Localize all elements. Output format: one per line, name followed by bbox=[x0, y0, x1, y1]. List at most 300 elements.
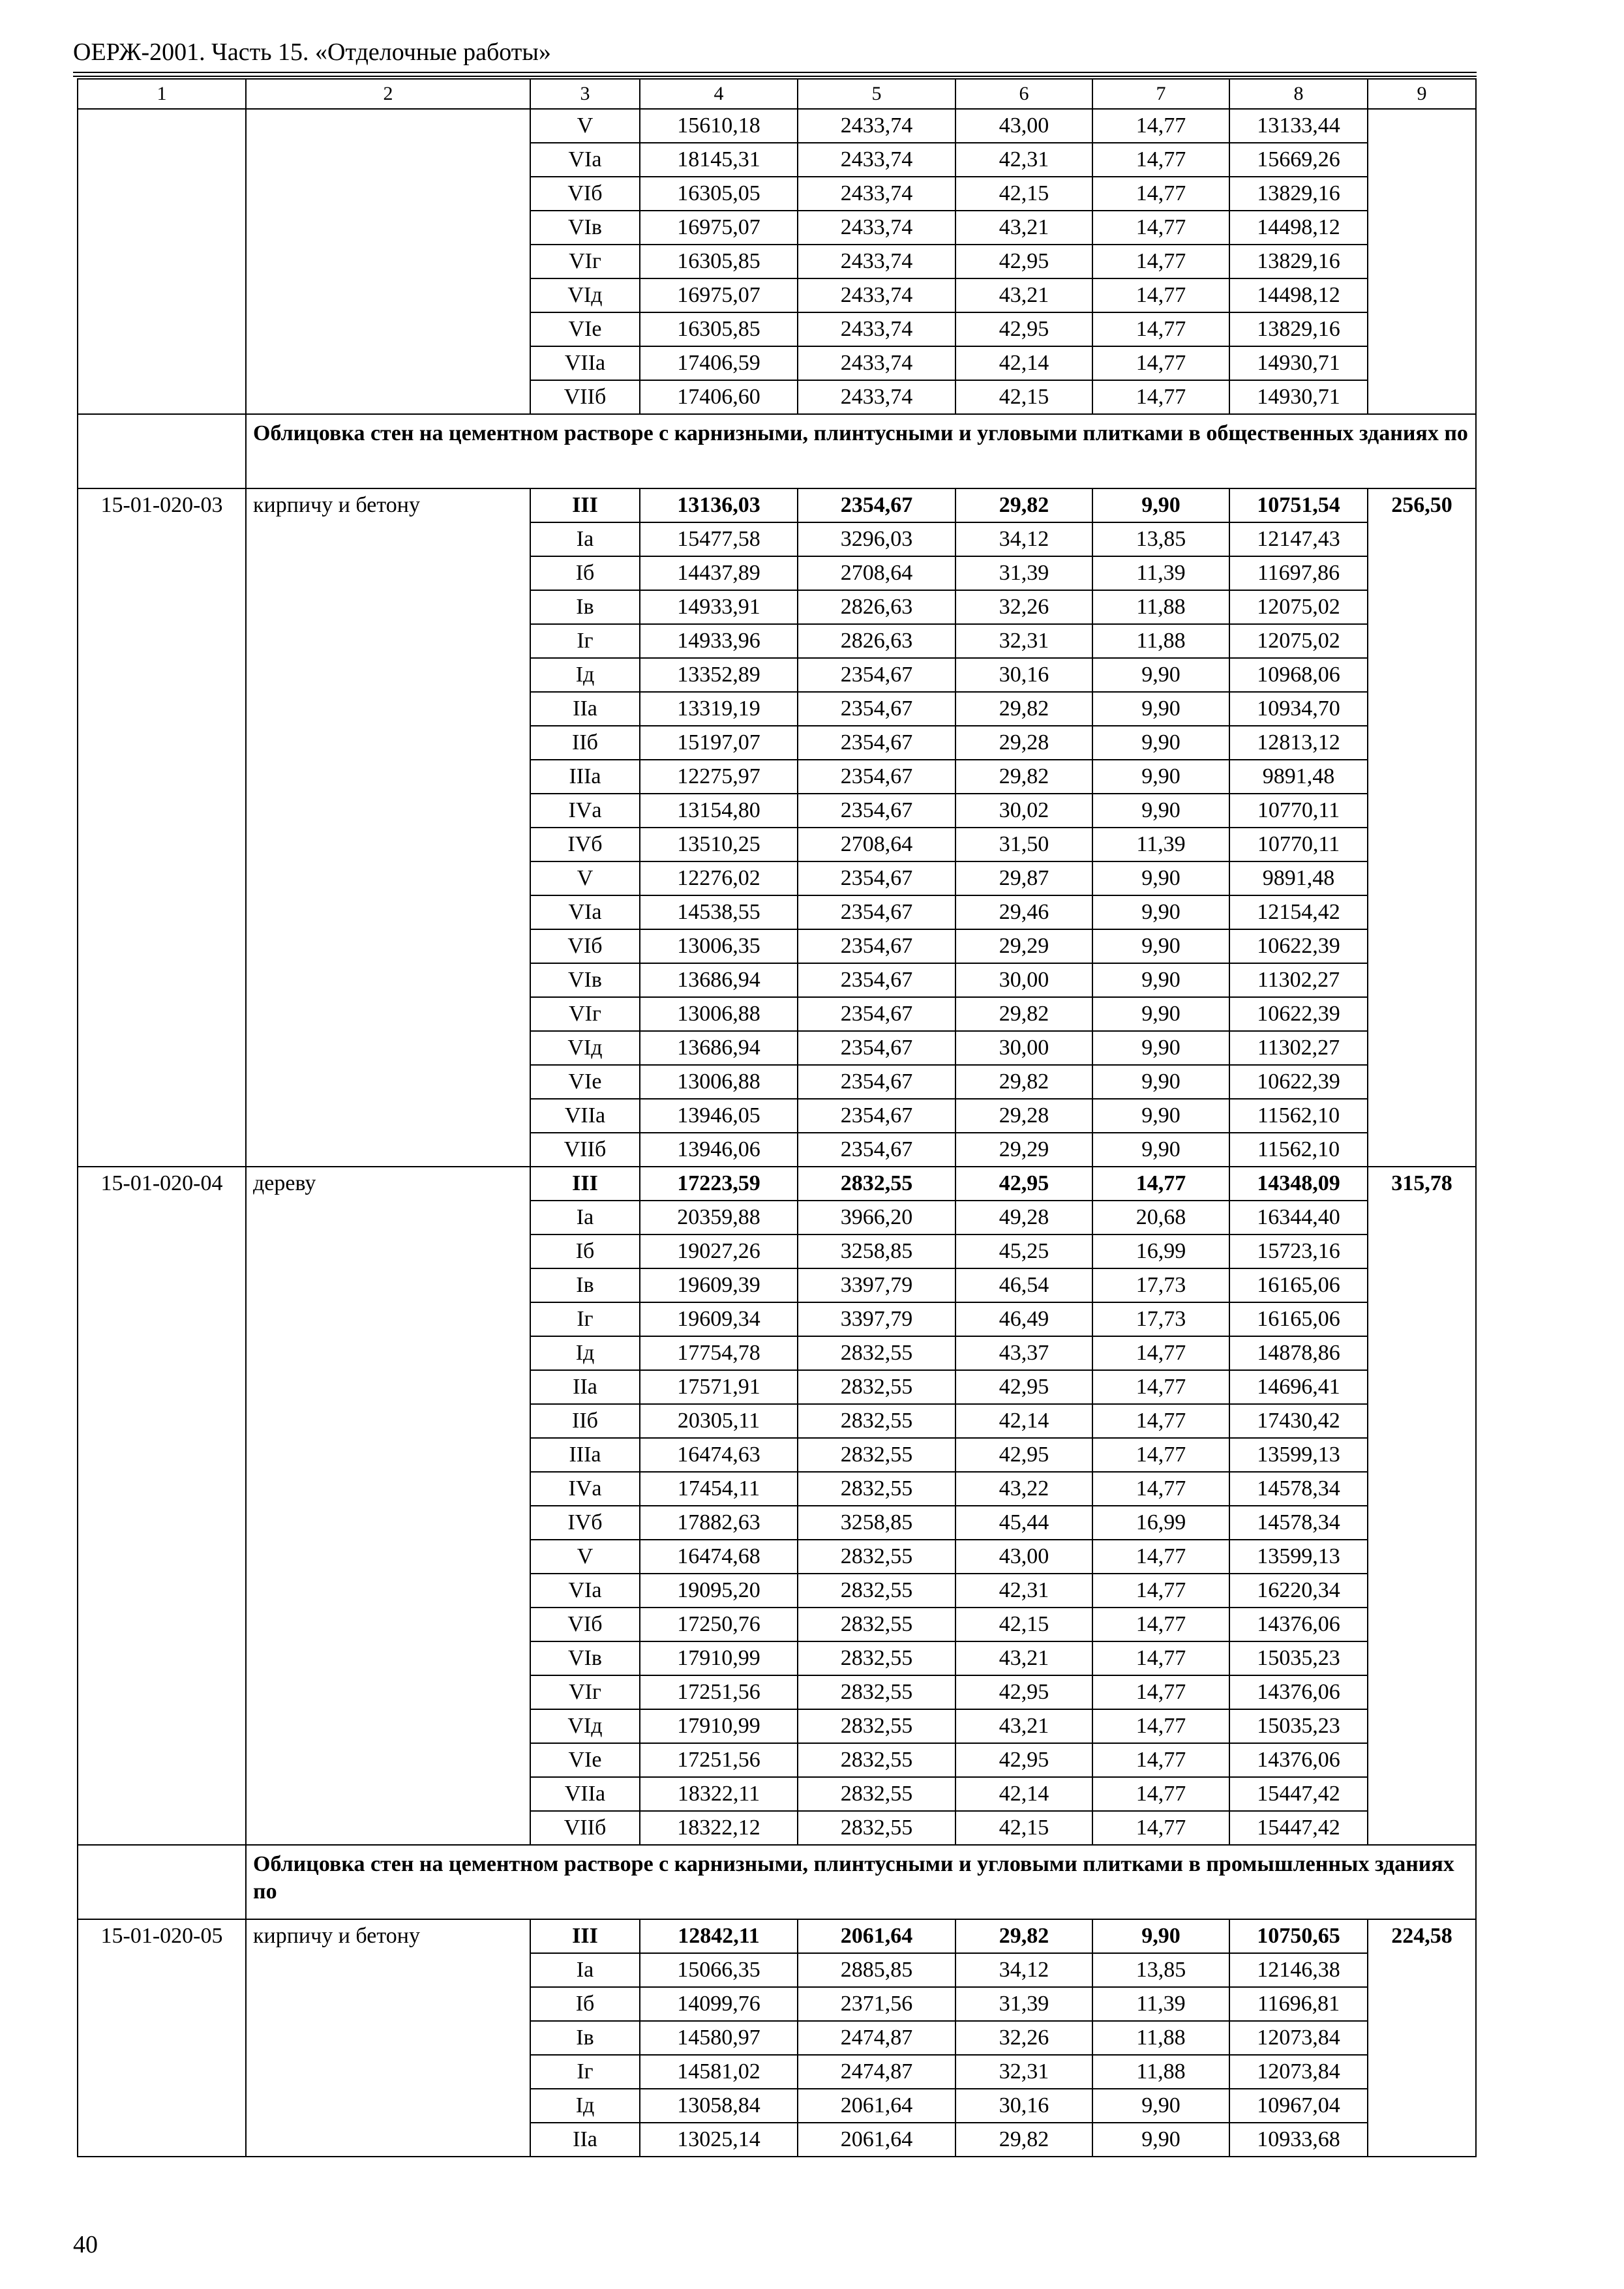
value-cell: 10934,70 bbox=[1229, 692, 1368, 726]
value-cell: Iд bbox=[530, 1336, 640, 1370]
value-cell: Iд bbox=[530, 2089, 640, 2123]
value-cell: 13006,35 bbox=[640, 929, 798, 963]
value-cell: 2832,55 bbox=[798, 1811, 955, 1845]
value-cell: VIв bbox=[530, 211, 640, 245]
value-cell: 11,39 bbox=[1092, 1987, 1229, 2021]
table-row bbox=[78, 109, 1476, 143]
value-cell: 29,82 bbox=[955, 2123, 1092, 2157]
value-cell: 18322,12 bbox=[640, 1811, 798, 1845]
value-cell: 2354,67 bbox=[798, 726, 955, 760]
value-cell: 43,21 bbox=[955, 1709, 1092, 1743]
value-cell: 13946,05 bbox=[640, 1099, 798, 1133]
value-cell: 15447,42 bbox=[1229, 1811, 1368, 1845]
value-cell: VIд bbox=[530, 1709, 640, 1743]
section-title-row bbox=[78, 414, 1476, 488]
value-cell: 10967,04 bbox=[1229, 2089, 1368, 2123]
value-cell: 16474,68 bbox=[640, 1540, 798, 1574]
value-cell: 14696,41 bbox=[1229, 1370, 1368, 1404]
value-cell: III bbox=[530, 1919, 640, 1953]
value-cell: VIIа bbox=[530, 346, 640, 380]
value-cell: 9891,48 bbox=[1229, 861, 1368, 895]
section-code-empty bbox=[78, 1845, 246, 1919]
value-cell: 2826,63 bbox=[798, 590, 955, 624]
value-cell: 13006,88 bbox=[640, 997, 798, 1031]
column-number: 4 bbox=[640, 79, 798, 109]
value-cell: 9,90 bbox=[1092, 895, 1229, 929]
value-cell: 43,21 bbox=[955, 211, 1092, 245]
work-name: дереву bbox=[246, 1167, 530, 1845]
value-cell: 2832,55 bbox=[798, 1777, 955, 1811]
column-number: 9 bbox=[1368, 79, 1476, 109]
value-cell: 29,82 bbox=[955, 1065, 1092, 1099]
value-cell: 3397,79 bbox=[798, 1268, 955, 1302]
value-cell: 29,82 bbox=[955, 997, 1092, 1031]
value-cell: 2826,63 bbox=[798, 624, 955, 658]
value-cell: 30,02 bbox=[955, 794, 1092, 828]
value-cell: 14930,71 bbox=[1229, 380, 1368, 414]
value-cell: 42,95 bbox=[955, 1675, 1092, 1709]
value-cell: 10933,68 bbox=[1229, 2123, 1368, 2157]
value-cell: 10770,11 bbox=[1229, 828, 1368, 861]
value-cell: 16,99 bbox=[1092, 1506, 1229, 1540]
page-number: 40 bbox=[73, 2231, 98, 2258]
column-number: 5 bbox=[798, 79, 955, 109]
value-cell: 42,15 bbox=[955, 177, 1092, 211]
value-cell: 29,28 bbox=[955, 1099, 1092, 1133]
value-cell: 42,14 bbox=[955, 346, 1092, 380]
value-cell: 3296,03 bbox=[798, 522, 955, 556]
value-cell: 2371,56 bbox=[798, 1987, 955, 2021]
value-cell: 13319,19 bbox=[640, 692, 798, 726]
value-cell: Iг bbox=[530, 624, 640, 658]
value-cell: 9,90 bbox=[1092, 760, 1229, 794]
value-cell: 9,90 bbox=[1092, 1031, 1229, 1065]
name-cell bbox=[246, 109, 530, 414]
value-cell: IIIа bbox=[530, 760, 640, 794]
value-cell: 17251,56 bbox=[640, 1743, 798, 1777]
value-cell: 9,90 bbox=[1092, 2089, 1229, 2123]
value-cell: 30,00 bbox=[955, 1031, 1092, 1065]
value-cell: 32,31 bbox=[955, 624, 1092, 658]
value-cell: 30,16 bbox=[955, 658, 1092, 692]
value-cell: 14,77 bbox=[1092, 278, 1229, 312]
value-cell: 9,90 bbox=[1092, 963, 1229, 997]
value-cell: 14,77 bbox=[1092, 1438, 1229, 1472]
value-cell: 14538,55 bbox=[640, 895, 798, 929]
value-cell: 42,15 bbox=[955, 1608, 1092, 1641]
value-cell: 2354,67 bbox=[798, 963, 955, 997]
value-cell: 12075,02 bbox=[1229, 590, 1368, 624]
value-cell: 49,28 bbox=[955, 1201, 1092, 1234]
value-cell: 15447,42 bbox=[1229, 1777, 1368, 1811]
value-cell: 2433,74 bbox=[798, 312, 955, 346]
value-cell: 14498,12 bbox=[1229, 211, 1368, 245]
value-cell: 11302,27 bbox=[1229, 1031, 1368, 1065]
value-cell: 18322,11 bbox=[640, 1777, 798, 1811]
value-cell: 11,39 bbox=[1092, 828, 1229, 861]
value-cell: 14,77 bbox=[1092, 1811, 1229, 1845]
value-cell: VIIб bbox=[530, 1811, 640, 1845]
value-cell: 2354,67 bbox=[798, 929, 955, 963]
value-cell: 42,95 bbox=[955, 1370, 1092, 1404]
value-cell: 11,88 bbox=[1092, 590, 1229, 624]
value-cell: 12154,42 bbox=[1229, 895, 1368, 929]
value-cell: VIд bbox=[530, 1031, 640, 1065]
value-cell: VIIа bbox=[530, 1099, 640, 1133]
column-number: 7 bbox=[1092, 79, 1229, 109]
value-cell: 9,90 bbox=[1092, 997, 1229, 1031]
value-cell: 2354,67 bbox=[798, 1031, 955, 1065]
value-cell: 16305,85 bbox=[640, 245, 798, 278]
value-cell: V bbox=[530, 1540, 640, 1574]
value-cell: 14,77 bbox=[1092, 1167, 1229, 1201]
value-cell: 30,00 bbox=[955, 963, 1092, 997]
value-cell: 2832,55 bbox=[798, 1336, 955, 1370]
value-cell: 13,85 bbox=[1092, 1953, 1229, 1987]
value-cell: 16165,06 bbox=[1229, 1268, 1368, 1302]
price-table bbox=[77, 78, 1477, 2157]
column-number: 3 bbox=[530, 79, 640, 109]
value-cell: IIа bbox=[530, 692, 640, 726]
value-cell: 9,90 bbox=[1092, 1919, 1229, 1953]
value-cell: 11562,10 bbox=[1229, 1133, 1368, 1167]
value-cell: 13829,16 bbox=[1229, 177, 1368, 211]
value-cell: IVа bbox=[530, 794, 640, 828]
value-cell: 3258,85 bbox=[798, 1234, 955, 1268]
value-cell: 11,88 bbox=[1092, 624, 1229, 658]
value-cell: 15723,16 bbox=[1229, 1234, 1368, 1268]
value-cell: 18145,31 bbox=[640, 143, 798, 177]
value-cell: 2832,55 bbox=[798, 1540, 955, 1574]
value-cell: 12073,84 bbox=[1229, 2055, 1368, 2089]
value-cell: 20,68 bbox=[1092, 1201, 1229, 1234]
value-cell: 16305,05 bbox=[640, 177, 798, 211]
value-cell: 9,90 bbox=[1092, 1065, 1229, 1099]
value-cell: 13058,84 bbox=[640, 2089, 798, 2123]
value-cell: VIIб bbox=[530, 1133, 640, 1167]
value-cell: 14580,97 bbox=[640, 2021, 798, 2055]
value-cell: 43,37 bbox=[955, 1336, 1092, 1370]
value-cell: 14,77 bbox=[1092, 312, 1229, 346]
value-cell: 15669,26 bbox=[1229, 143, 1368, 177]
col9-value: 315,78 bbox=[1368, 1167, 1476, 1845]
value-cell: 17406,60 bbox=[640, 380, 798, 414]
value-cell: 2354,67 bbox=[798, 1099, 955, 1133]
value-cell: 12276,02 bbox=[640, 861, 798, 895]
value-cell: 13686,94 bbox=[640, 963, 798, 997]
value-cell: 29,28 bbox=[955, 726, 1092, 760]
value-cell: 2433,74 bbox=[798, 346, 955, 380]
value-cell: 20359,88 bbox=[640, 1201, 798, 1234]
value-cell: IIа bbox=[530, 1370, 640, 1404]
value-cell: 15197,07 bbox=[640, 726, 798, 760]
value-cell: 14578,34 bbox=[1229, 1472, 1368, 1506]
value-cell: 2354,67 bbox=[798, 692, 955, 726]
value-cell: 10622,39 bbox=[1229, 997, 1368, 1031]
value-cell: 2354,67 bbox=[798, 760, 955, 794]
value-cell: 12842,11 bbox=[640, 1919, 798, 1953]
value-cell: 2474,87 bbox=[798, 2055, 955, 2089]
value-cell: 2354,67 bbox=[798, 861, 955, 895]
value-cell: 2354,67 bbox=[798, 794, 955, 828]
value-cell: 10770,11 bbox=[1229, 794, 1368, 828]
value-cell: 9,90 bbox=[1092, 861, 1229, 895]
value-cell: 9891,48 bbox=[1229, 760, 1368, 794]
value-cell: 32,26 bbox=[955, 590, 1092, 624]
value-cell: Iа bbox=[530, 1201, 640, 1234]
value-cell: IIб bbox=[530, 726, 640, 760]
value-cell: 14,77 bbox=[1092, 1675, 1229, 1709]
header-rule-bottom bbox=[73, 76, 1477, 77]
rate-code: 15-01-020-04 bbox=[78, 1167, 246, 1845]
value-cell: 14,77 bbox=[1092, 211, 1229, 245]
value-cell: VIе bbox=[530, 312, 640, 346]
value-cell: VIе bbox=[530, 1743, 640, 1777]
value-cell: 34,12 bbox=[955, 522, 1092, 556]
value-cell: 11,39 bbox=[1092, 556, 1229, 590]
rate-code: 15-01-020-03 bbox=[78, 488, 246, 1167]
value-cell: 19609,34 bbox=[640, 1302, 798, 1336]
value-cell: 14348,09 bbox=[1229, 1167, 1368, 1201]
value-cell: 42,95 bbox=[955, 1743, 1092, 1777]
value-cell: 17406,59 bbox=[640, 346, 798, 380]
value-cell: Iб bbox=[530, 1234, 640, 1268]
value-cell: III bbox=[530, 1167, 640, 1201]
value-cell: 2708,64 bbox=[798, 556, 955, 590]
value-cell: IIа bbox=[530, 2123, 640, 2157]
value-cell: 2885,85 bbox=[798, 1953, 955, 1987]
value-cell: 14930,71 bbox=[1229, 346, 1368, 380]
value-cell: 46,49 bbox=[955, 1302, 1092, 1336]
value-cell: 14498,12 bbox=[1229, 278, 1368, 312]
value-cell: 2433,74 bbox=[798, 177, 955, 211]
value-cell: 14,77 bbox=[1092, 1472, 1229, 1506]
value-cell: V bbox=[530, 861, 640, 895]
value-cell: VIе bbox=[530, 1065, 640, 1099]
value-cell: 20305,11 bbox=[640, 1404, 798, 1438]
value-cell: IVб bbox=[530, 1506, 640, 1540]
value-cell: 14376,06 bbox=[1229, 1743, 1368, 1777]
value-cell: 42,95 bbox=[955, 245, 1092, 278]
value-cell: 13686,94 bbox=[640, 1031, 798, 1065]
value-cell: 30,16 bbox=[955, 2089, 1092, 2123]
value-cell: 13133,44 bbox=[1229, 109, 1368, 143]
page-header-title: ОЕРЖ-2001. Часть 15. «Отделочные работы» bbox=[73, 38, 551, 66]
column-number: 6 bbox=[955, 79, 1092, 109]
value-cell: IVа bbox=[530, 1472, 640, 1506]
value-cell: 43,00 bbox=[955, 1540, 1092, 1574]
value-cell: 42,14 bbox=[955, 1404, 1092, 1438]
value-cell: Iа bbox=[530, 522, 640, 556]
value-cell: VIIа bbox=[530, 1777, 640, 1811]
value-cell: 2433,74 bbox=[798, 211, 955, 245]
value-cell: 9,90 bbox=[1092, 2123, 1229, 2157]
value-cell: 34,12 bbox=[955, 1953, 1092, 1987]
value-cell: 3397,79 bbox=[798, 1302, 955, 1336]
value-cell: 2832,55 bbox=[798, 1709, 955, 1743]
value-cell: 14,77 bbox=[1092, 1709, 1229, 1743]
value-cell: 13006,88 bbox=[640, 1065, 798, 1099]
value-cell: 2061,64 bbox=[798, 2089, 955, 2123]
value-cell: 16975,07 bbox=[640, 211, 798, 245]
value-cell: 14099,76 bbox=[640, 1987, 798, 2021]
value-cell: 17,73 bbox=[1092, 1268, 1229, 1302]
value-cell: 11,88 bbox=[1092, 2021, 1229, 2055]
value-cell: Iв bbox=[530, 2021, 640, 2055]
value-cell: 2354,67 bbox=[798, 997, 955, 1031]
value-cell: 11,88 bbox=[1092, 2055, 1229, 2089]
value-cell: VIв bbox=[530, 1641, 640, 1675]
value-cell: 15035,23 bbox=[1229, 1709, 1368, 1743]
value-cell: 2354,67 bbox=[798, 658, 955, 692]
value-cell: 15066,35 bbox=[640, 1953, 798, 1987]
value-cell: 29,82 bbox=[955, 1919, 1092, 1953]
value-cell: IVб bbox=[530, 828, 640, 861]
value-cell: 2354,67 bbox=[798, 895, 955, 929]
value-cell: 13829,16 bbox=[1229, 245, 1368, 278]
value-cell: 13510,25 bbox=[640, 828, 798, 861]
value-cell: 14933,96 bbox=[640, 624, 798, 658]
value-cell: 14,77 bbox=[1092, 346, 1229, 380]
value-cell: 3258,85 bbox=[798, 1506, 955, 1540]
value-cell: 9,90 bbox=[1092, 692, 1229, 726]
value-cell: 9,90 bbox=[1092, 1099, 1229, 1133]
value-cell: 19609,39 bbox=[640, 1268, 798, 1302]
value-cell: 2832,55 bbox=[798, 1370, 955, 1404]
value-cell: 13154,80 bbox=[640, 794, 798, 828]
value-cell: 13829,16 bbox=[1229, 312, 1368, 346]
value-cell: 16220,34 bbox=[1229, 1574, 1368, 1608]
value-cell: 9,90 bbox=[1092, 726, 1229, 760]
value-cell: 29,29 bbox=[955, 929, 1092, 963]
value-cell: 14,77 bbox=[1092, 245, 1229, 278]
value-cell: 17882,63 bbox=[640, 1506, 798, 1540]
value-cell: 12275,97 bbox=[640, 760, 798, 794]
value-cell: 2433,74 bbox=[798, 109, 955, 143]
value-cell: 14376,06 bbox=[1229, 1608, 1368, 1641]
value-cell: IIIа bbox=[530, 1438, 640, 1472]
value-cell: 2061,64 bbox=[798, 2123, 955, 2157]
value-cell: 9,90 bbox=[1092, 794, 1229, 828]
value-cell: 2474,87 bbox=[798, 2021, 955, 2055]
value-cell: 2832,55 bbox=[798, 1404, 955, 1438]
value-cell: Iд bbox=[530, 658, 640, 692]
value-cell: 16975,07 bbox=[640, 278, 798, 312]
value-cell: V bbox=[530, 109, 640, 143]
value-cell: 19095,20 bbox=[640, 1574, 798, 1608]
value-cell: 13946,06 bbox=[640, 1133, 798, 1167]
value-cell: 12146,38 bbox=[1229, 1953, 1368, 1987]
value-cell: Iб bbox=[530, 556, 640, 590]
value-cell: 14,77 bbox=[1092, 380, 1229, 414]
value-cell: 31,39 bbox=[955, 1987, 1092, 2021]
value-cell: 29,29 bbox=[955, 1133, 1092, 1167]
value-cell: 9,90 bbox=[1092, 658, 1229, 692]
value-cell: 42,95 bbox=[955, 312, 1092, 346]
value-cell: 14,77 bbox=[1092, 177, 1229, 211]
value-cell: 14,77 bbox=[1092, 1370, 1229, 1404]
value-cell: 17250,76 bbox=[640, 1608, 798, 1641]
value-cell: Iв bbox=[530, 590, 640, 624]
value-cell: 14,77 bbox=[1092, 1540, 1229, 1574]
value-cell: 2354,67 bbox=[798, 488, 955, 522]
value-cell: 10622,39 bbox=[1229, 1065, 1368, 1099]
value-cell: VIа bbox=[530, 1574, 640, 1608]
value-cell: 17754,78 bbox=[640, 1336, 798, 1370]
value-cell: VIб bbox=[530, 1608, 640, 1641]
section-title: Облицовка стен на цементном растворе с карнизными, плинтусными и угловыми плитками в общественных зданиях по bbox=[246, 414, 1476, 488]
value-cell: 10622,39 bbox=[1229, 929, 1368, 963]
value-cell: 43,21 bbox=[955, 1641, 1092, 1675]
value-cell: 2433,74 bbox=[798, 278, 955, 312]
value-cell: 14,77 bbox=[1092, 143, 1229, 177]
value-cell: 29,82 bbox=[955, 760, 1092, 794]
value-cell: 14,77 bbox=[1092, 1641, 1229, 1675]
work-name: кирпичу и бетону bbox=[246, 488, 530, 1167]
value-cell: 14437,89 bbox=[640, 556, 798, 590]
value-cell: 14933,91 bbox=[640, 590, 798, 624]
value-cell: VIб bbox=[530, 929, 640, 963]
value-cell: 42,95 bbox=[955, 1167, 1092, 1201]
col9-value: 256,50 bbox=[1368, 488, 1476, 1167]
value-cell: 17251,56 bbox=[640, 1675, 798, 1709]
value-cell: 43,00 bbox=[955, 109, 1092, 143]
value-cell: 2354,67 bbox=[798, 1065, 955, 1099]
value-cell: 2354,67 bbox=[798, 1133, 955, 1167]
value-cell: VIг bbox=[530, 997, 640, 1031]
value-cell: 29,82 bbox=[955, 692, 1092, 726]
value-cell: 2832,55 bbox=[798, 1641, 955, 1675]
value-cell: 2832,55 bbox=[798, 1438, 955, 1472]
value-cell: 42,14 bbox=[955, 1777, 1092, 1811]
value-cell: 45,44 bbox=[955, 1506, 1092, 1540]
value-cell: VIб bbox=[530, 177, 640, 211]
value-cell: 14578,34 bbox=[1229, 1506, 1368, 1540]
value-cell: 3966,20 bbox=[798, 1201, 955, 1234]
value-cell: Iб bbox=[530, 1987, 640, 2021]
value-cell: 2708,64 bbox=[798, 828, 955, 861]
value-cell: 11696,81 bbox=[1229, 1987, 1368, 2021]
value-cell: III bbox=[530, 488, 640, 522]
value-cell: 15035,23 bbox=[1229, 1641, 1368, 1675]
value-cell: 43,22 bbox=[955, 1472, 1092, 1506]
value-cell: VIг bbox=[530, 1675, 640, 1709]
value-cell: 11302,27 bbox=[1229, 963, 1368, 997]
value-cell: 2832,55 bbox=[798, 1675, 955, 1709]
value-cell: 14,77 bbox=[1092, 109, 1229, 143]
value-cell: 42,31 bbox=[955, 1574, 1092, 1608]
value-cell: 29,82 bbox=[955, 488, 1092, 522]
table-row bbox=[78, 1919, 1476, 1953]
value-cell: 2832,55 bbox=[798, 1574, 955, 1608]
value-cell: 14581,02 bbox=[640, 2055, 798, 2089]
table-row bbox=[78, 488, 1476, 522]
value-cell: 15610,18 bbox=[640, 109, 798, 143]
value-cell: 17,73 bbox=[1092, 1302, 1229, 1336]
value-cell: 12147,43 bbox=[1229, 522, 1368, 556]
value-cell: 46,54 bbox=[955, 1268, 1092, 1302]
value-cell: Iа bbox=[530, 1953, 640, 1987]
value-cell: 15477,58 bbox=[640, 522, 798, 556]
col9-cell bbox=[1368, 109, 1476, 414]
value-cell: 42,95 bbox=[955, 1438, 1092, 1472]
value-cell: 9,90 bbox=[1092, 1133, 1229, 1167]
value-cell: 17910,99 bbox=[640, 1641, 798, 1675]
value-cell: 12813,12 bbox=[1229, 726, 1368, 760]
value-cell: 14,77 bbox=[1092, 1608, 1229, 1641]
value-cell: 16474,63 bbox=[640, 1438, 798, 1472]
value-cell: 14376,06 bbox=[1229, 1675, 1368, 1709]
